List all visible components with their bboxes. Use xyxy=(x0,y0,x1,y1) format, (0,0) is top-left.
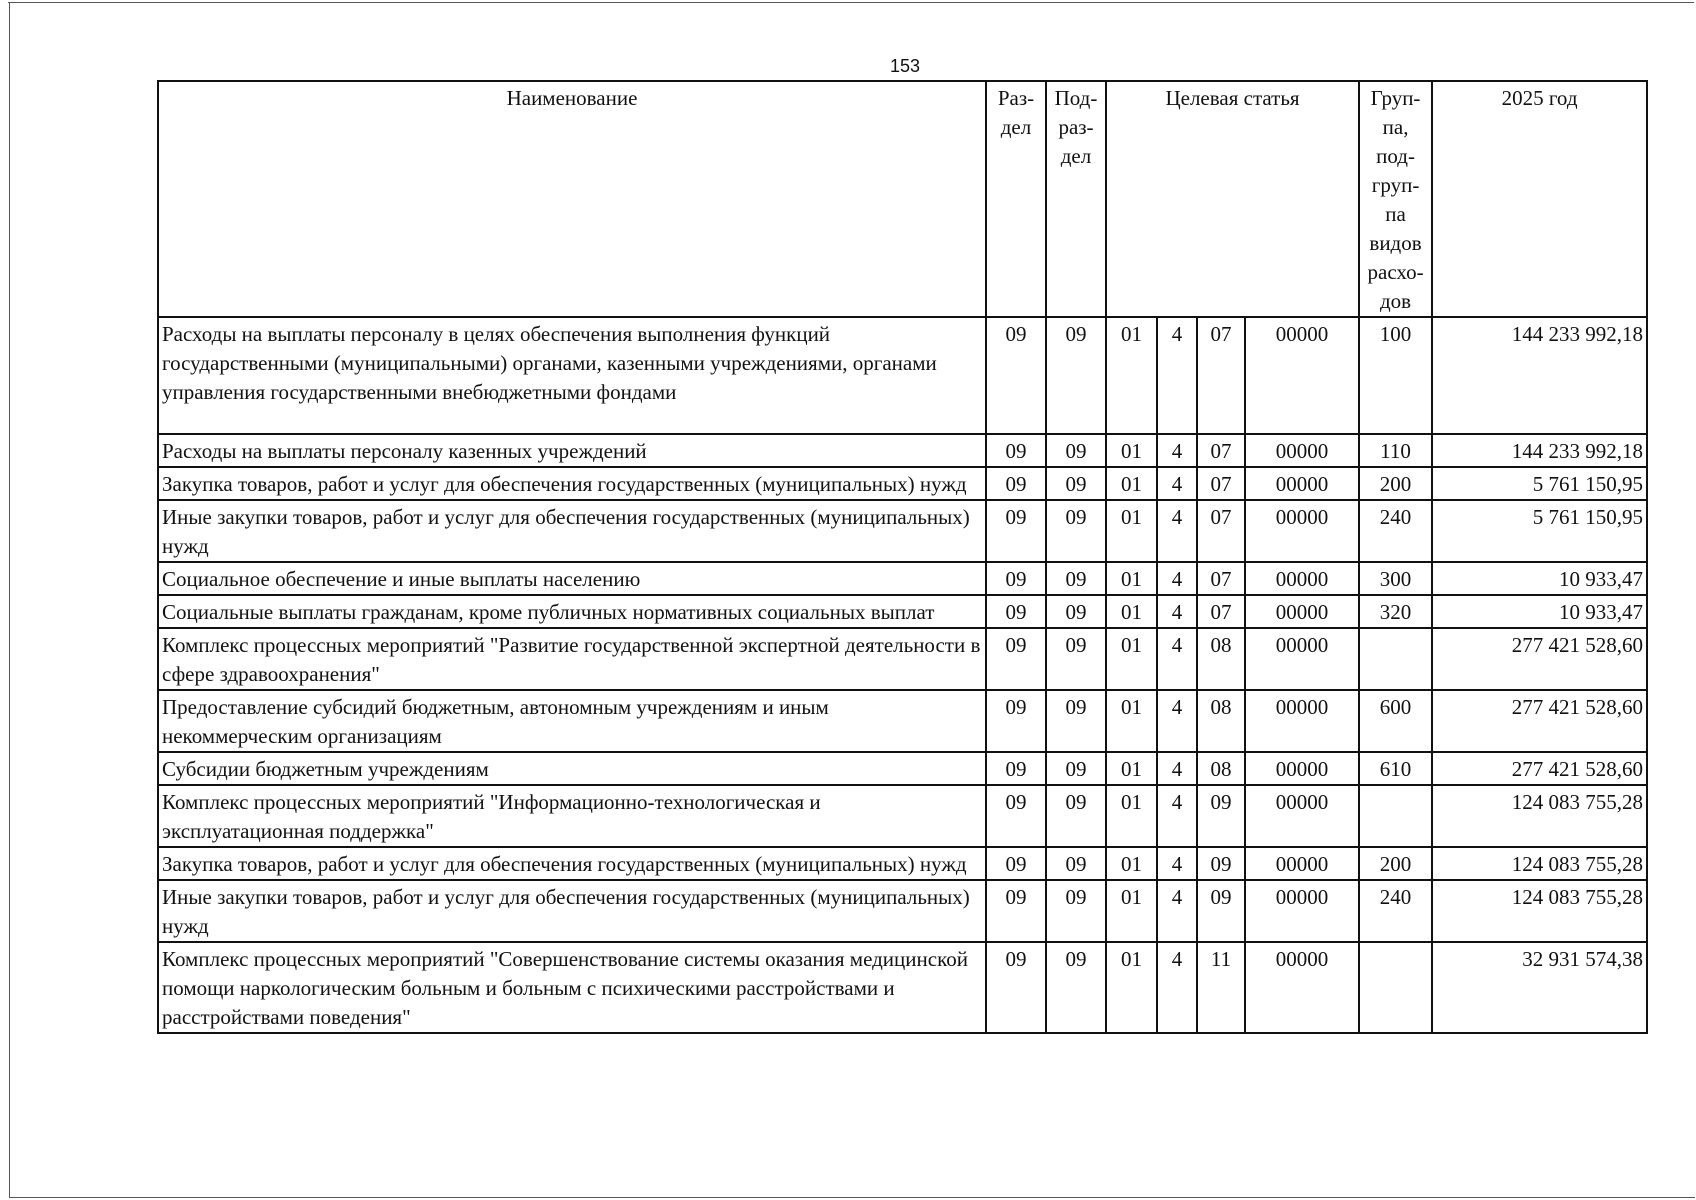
row-target-complex: 07 xyxy=(1197,595,1245,628)
table-row xyxy=(158,847,1647,880)
row-target-program: 01 xyxy=(1106,785,1157,847)
row-expense-group: 200 xyxy=(1359,467,1432,500)
row-target-direction: 00000 xyxy=(1245,595,1359,628)
row-section: 09 xyxy=(986,785,1046,847)
row-target-type: 4 xyxy=(1157,317,1197,434)
table-header-row xyxy=(158,81,1647,317)
row-expense-group: 320 xyxy=(1359,595,1432,628)
row-target-direction: 00000 xyxy=(1245,628,1359,690)
page-number: 153 xyxy=(889,56,921,76)
row-target-type: 4 xyxy=(1157,628,1197,690)
row-target-direction: 00000 xyxy=(1245,785,1359,847)
row-section: 09 xyxy=(986,434,1046,467)
row-amount: 144 233 992,18 xyxy=(1432,434,1647,467)
header-year: 2025 год xyxy=(1432,81,1647,317)
row-amount: 5 761 150,95 xyxy=(1432,500,1647,562)
row-target-program: 01 xyxy=(1106,942,1157,1033)
row-target-type: 4 xyxy=(1157,942,1197,1033)
scan-edge-left xyxy=(9,2,10,1197)
row-subsection: 09 xyxy=(1046,942,1106,1033)
row-amount: 277 421 528,60 xyxy=(1432,752,1647,785)
row-section: 09 xyxy=(986,847,1046,880)
table-row xyxy=(158,628,1647,690)
scan-edge-bottom xyxy=(9,1197,1695,1198)
row-section: 09 xyxy=(986,500,1046,562)
row-expense-group: 240 xyxy=(1359,500,1432,562)
row-section: 09 xyxy=(986,942,1046,1033)
row-target-direction: 00000 xyxy=(1245,847,1359,880)
row-subsection: 09 xyxy=(1046,317,1106,434)
row-amount: 5 761 150,95 xyxy=(1432,467,1647,500)
header-name: Наименование xyxy=(158,81,986,317)
row-target-type: 4 xyxy=(1157,467,1197,500)
row-target-program: 01 xyxy=(1106,847,1157,880)
row-section: 09 xyxy=(986,628,1046,690)
row-subsection: 09 xyxy=(1046,690,1106,752)
row-name: Социальное обеспечение и иные выплаты населению xyxy=(158,562,986,595)
row-target-type: 4 xyxy=(1157,500,1197,562)
table-row xyxy=(158,942,1647,1033)
row-expense-group: 240 xyxy=(1359,880,1432,942)
row-target-program: 01 xyxy=(1106,434,1157,467)
header-target: Целевая статья xyxy=(1106,81,1359,317)
row-target-program: 01 xyxy=(1106,562,1157,595)
row-expense-group: 200 xyxy=(1359,847,1432,880)
row-target-type: 4 xyxy=(1157,434,1197,467)
row-target-type: 4 xyxy=(1157,880,1197,942)
row-name: Предоставление субсидий бюджетным, автономным учреждениям и иным некоммерческим организациям xyxy=(158,690,986,752)
table-row xyxy=(158,752,1647,785)
row-expense-group: 600 xyxy=(1359,690,1432,752)
row-amount: 124 083 755,28 xyxy=(1432,847,1647,880)
row-subsection: 09 xyxy=(1046,785,1106,847)
row-section: 09 xyxy=(986,562,1046,595)
row-name: Закупка товаров, работ и услуг для обеспечения государственных (муниципальных) нужд xyxy=(158,467,986,500)
row-target-complex: 07 xyxy=(1197,562,1245,595)
row-amount: 10 933,47 xyxy=(1432,595,1647,628)
row-target-complex: 07 xyxy=(1197,317,1245,434)
row-target-program: 01 xyxy=(1106,500,1157,562)
row-section: 09 xyxy=(986,467,1046,500)
row-name: Социальные выплаты гражданам, кроме публичных нормативных социальных выплат xyxy=(158,595,986,628)
row-target-type: 4 xyxy=(1157,785,1197,847)
row-section: 09 xyxy=(986,595,1046,628)
row-target-complex: 07 xyxy=(1197,434,1245,467)
row-target-complex: 08 xyxy=(1197,690,1245,752)
row-amount: 277 421 528,60 xyxy=(1432,628,1647,690)
row-target-program: 01 xyxy=(1106,467,1157,500)
table-row xyxy=(158,317,1647,434)
row-subsection: 09 xyxy=(1046,847,1106,880)
table-row xyxy=(158,595,1647,628)
row-section: 09 xyxy=(986,317,1046,434)
row-target-type: 4 xyxy=(1157,595,1197,628)
row-expense-group: 300 xyxy=(1359,562,1432,595)
row-section: 09 xyxy=(986,690,1046,752)
row-amount: 10 933,47 xyxy=(1432,562,1647,595)
row-amount: 32 931 574,38 xyxy=(1432,942,1647,1033)
row-target-type: 4 xyxy=(1157,690,1197,752)
row-expense-group xyxy=(1359,628,1432,690)
header-section: Раз- дел xyxy=(986,81,1046,317)
row-target-complex: 07 xyxy=(1197,500,1245,562)
row-name: Расходы на выплаты персоналу в целях обеспечения выполнения функций государственными (муниципальными) органами, казенными учреждениями, органами управления государственными внебюджетными фондами xyxy=(158,317,986,434)
table-row xyxy=(158,562,1647,595)
row-name: Расходы на выплаты персоналу казенных учреждений xyxy=(158,434,986,467)
row-target-complex: 08 xyxy=(1197,628,1245,690)
row-target-type: 4 xyxy=(1157,562,1197,595)
row-target-complex: 09 xyxy=(1197,880,1245,942)
row-subsection: 09 xyxy=(1046,434,1106,467)
row-target-direction: 00000 xyxy=(1245,690,1359,752)
row-name: Иные закупки товаров, работ и услуг для обеспечения государственных (муниципальных) нужд xyxy=(158,880,986,942)
row-subsection: 09 xyxy=(1046,500,1106,562)
row-amount: 144 233 992,18 xyxy=(1432,317,1647,434)
row-section: 09 xyxy=(986,880,1046,942)
row-target-direction: 00000 xyxy=(1245,942,1359,1033)
row-target-direction: 00000 xyxy=(1245,562,1359,595)
row-name: Субсидии бюджетным учреждениям xyxy=(158,752,986,785)
row-name: Комплекс процессных мероприятий "Совершенствование системы оказания медицинской помощи наркологическим больным и больным с психическими расстройствами и расстройствами поведения" xyxy=(158,942,986,1033)
row-target-direction: 00000 xyxy=(1245,317,1359,434)
row-target-complex: 09 xyxy=(1197,847,1245,880)
row-target-program: 01 xyxy=(1106,752,1157,785)
budget-table xyxy=(157,80,1648,1034)
row-target-direction: 00000 xyxy=(1245,752,1359,785)
row-expense-group xyxy=(1359,942,1432,1033)
table-row xyxy=(158,785,1647,847)
table-row xyxy=(158,500,1647,562)
row-target-complex: 08 xyxy=(1197,752,1245,785)
row-expense-group: 610 xyxy=(1359,752,1432,785)
row-name: Иные закупки товаров, работ и услуг для обеспечения государственных (муниципальных) нужд xyxy=(158,500,986,562)
row-target-type: 4 xyxy=(1157,752,1197,785)
row-amount: 124 083 755,28 xyxy=(1432,785,1647,847)
row-target-program: 01 xyxy=(1106,690,1157,752)
row-target-direction: 00000 xyxy=(1245,434,1359,467)
row-target-type: 4 xyxy=(1157,847,1197,880)
row-target-complex: 11 xyxy=(1197,942,1245,1033)
table-row xyxy=(158,880,1647,942)
row-name: Закупка товаров, работ и услуг для обеспечения государственных (муниципальных) нужд xyxy=(158,847,986,880)
row-target-direction: 00000 xyxy=(1245,880,1359,942)
table-row xyxy=(158,434,1647,467)
row-subsection: 09 xyxy=(1046,467,1106,500)
table-row xyxy=(158,690,1647,752)
row-subsection: 09 xyxy=(1046,595,1106,628)
row-expense-group: 110 xyxy=(1359,434,1432,467)
row-section: 09 xyxy=(986,752,1046,785)
row-target-direction: 00000 xyxy=(1245,467,1359,500)
row-subsection: 09 xyxy=(1046,562,1106,595)
row-target-direction: 00000 xyxy=(1245,500,1359,562)
row-amount: 124 083 755,28 xyxy=(1432,880,1647,942)
header-group: Груп- па, под- груп- па видов расхо- дов xyxy=(1359,81,1432,317)
row-subsection: 09 xyxy=(1046,628,1106,690)
table-row xyxy=(158,467,1647,500)
row-name: Комплекс процессных мероприятий "Информационно-технологическая и эксплуатационная поддержка" xyxy=(158,785,986,847)
row-expense-group xyxy=(1359,785,1432,847)
row-target-complex: 09 xyxy=(1197,785,1245,847)
row-expense-group: 100 xyxy=(1359,317,1432,434)
row-target-program: 01 xyxy=(1106,317,1157,434)
scan-edge-top xyxy=(8,2,1694,3)
header-subsection: Под- раз- дел xyxy=(1046,81,1106,317)
row-target-complex: 07 xyxy=(1197,467,1245,500)
row-subsection: 09 xyxy=(1046,752,1106,785)
row-name: Комплекс процессных мероприятий "Развитие государственной экспертной деятельности в сфере здравоохранения" xyxy=(158,628,986,690)
row-target-program: 01 xyxy=(1106,628,1157,690)
row-target-program: 01 xyxy=(1106,880,1157,942)
row-amount: 277 421 528,60 xyxy=(1432,690,1647,752)
row-target-program: 01 xyxy=(1106,595,1157,628)
row-subsection: 09 xyxy=(1046,880,1106,942)
